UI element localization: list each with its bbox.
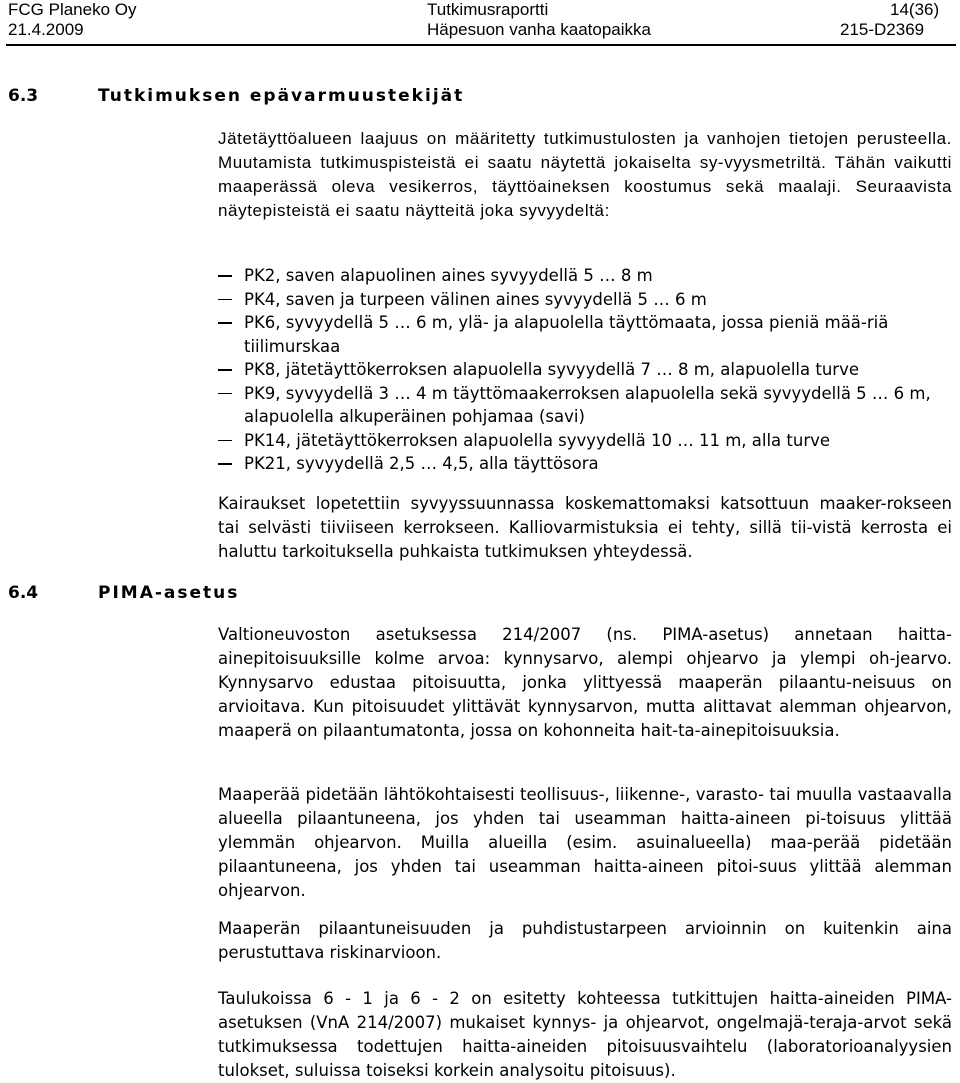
section-heading-6-3 <box>8 86 464 106</box>
header-report-type: Tutkimusraportti <box>427 0 549 19</box>
section-title: PIMA-asetus <box>98 583 240 603</box>
list-item: PK9, syvyydellä 3 … 4 m täyttömaakerroksen alapuolella sekä syvyydellä 5 … 6 m, alapuolella alkuperäinen pohjamaa (savi) <box>218 382 952 429</box>
section-number: 6.3 <box>8 86 39 106</box>
drilling-paragraph: Kairaukset lopetettiin syvyyssuunnassa koskemattomaksi katsottuun maaker-rokseen tai selvästi tiiviiseen kerrokseen. Kalliovarmistuksia ei tehty, sillä tii-vistä kerrosta ei haluttu tarkoituksella puhkaista tutkimuksen yhteydessä. <box>218 494 952 561</box>
sample-point-list <box>218 264 952 476</box>
pima-paragraph-1: Valtioneuvoston asetuksessa 214/2007 (ns. PIMA-asetus) annetaan haitta-ainepitoisuuksille kolme arvoa: kynnysarvo, alempi ohjearvo ja ylempi oh-jearvo. Kynnysarvo edustaa pitoisuutta, jonka ylittyessä maaperän pilaantu-neisuus on arvioitava. Kun pitoisuudet ylittävät kynnysarvon, mutta alittavat alemman ohjearvon, maaperä on pilaantumatonta, jossa on kohonneita hait-ta-ainepitoisuuksia. <box>218 625 952 740</box>
list-item: PK14, jätetäyttökerroksen alapuolella syvyydellä 10 … 11 m, alla turve <box>218 429 952 453</box>
list-item: PK2, saven alapuolinen aines syvyydellä 5 … 8 m <box>218 264 952 288</box>
list-item: PK4, saven ja turpeen välinen aines syvyydellä 5 … 6 m <box>218 288 952 312</box>
header-project-code: 215-D2369 <box>840 20 925 39</box>
header-company: FCG Planeko Oy <box>8 0 137 19</box>
section-number: 6.4 <box>8 583 39 603</box>
dash-bullet <box>218 369 232 371</box>
header-divider <box>6 44 956 46</box>
section-title: Tutkimuksen epävarmuustekijät <box>98 86 465 106</box>
pima-paragraph-4: Taulukoissa 6 - 1 ja 6 - 2 on esitetty kohteessa tutkittujen haitta-aineiden PIMA-asetuksen (VnA 214/2007) mukaiset kynnys- ja ohjearvot, ongelmajä-teraja-arvot sekä tutkimuksessa todettujen haitta-aineiden pitoisuusvaihtelu (laboratorioanalyysien tulokset, suluissa toiseksi korkein analysoitu pitoisuus). <box>218 989 952 1080</box>
dash-bullet <box>218 275 232 277</box>
dash-bullet <box>218 440 232 442</box>
intro-paragraph: Jätetäyttöalueen laajuus on määritetty tutkimustulosten ja vanhojen tietojen perusteella. Muutamista tutkimuspisteistä ei saatu näytettä jokaiselta sy-vyysmetriltä. Tähän vaikutti maaperässä oleva vesikerros, täyttöaineksen koostumus sekä maalaji. Seuraavista näytepisteistä ei saatu näytteitä joka syvyydeltä: <box>218 129 952 220</box>
dash-bullet <box>218 322 232 324</box>
dash-bullet <box>218 393 232 395</box>
header-date: 21.4.2009 <box>8 20 84 39</box>
list-item: PK6, syvyydellä 5 … 6 m, ylä- ja alapuolella täyttömaata, jossa pieniä mää-riä tiilimurskaa <box>218 311 952 358</box>
header-subject: Häpesuon vanha kaatopaikka <box>427 20 651 39</box>
list-item: PK8, jätetäyttökerroksen alapuolella syvyydellä 7 … 8 m, alapuolella turve <box>218 358 952 382</box>
dash-bullet <box>218 463 232 465</box>
section-heading-6-4 <box>8 583 239 603</box>
pima-paragraph-2: Maaperää pidetään lähtökohtaisesti teollisuus-, liikenne-, varasto- tai muulla vastaavalla alueella pilaantuneena, jos yhden tai useamman haitta-aineen pi-toisuus ylittää ylemmän ohjearvon. Muilla alueilla (esim. asuinalueella) maa-perää pidetään pilaantuneena, jos yhden tai useamman haitta-aineen pitoi-suus ylittää alemman ohjearvon. <box>218 785 952 900</box>
list-item: PK21, syvyydellä 2,5 … 4,5, alla täyttösora <box>218 452 952 476</box>
dash-bullet <box>218 299 232 301</box>
pima-paragraph-3: Maaperän pilaantuneisuuden ja puhdistustarpeen arvioinnin on kuitenkin aina perustuttava riskinarvioon. <box>218 919 952 962</box>
header-page-number: 14(36) <box>890 0 940 19</box>
